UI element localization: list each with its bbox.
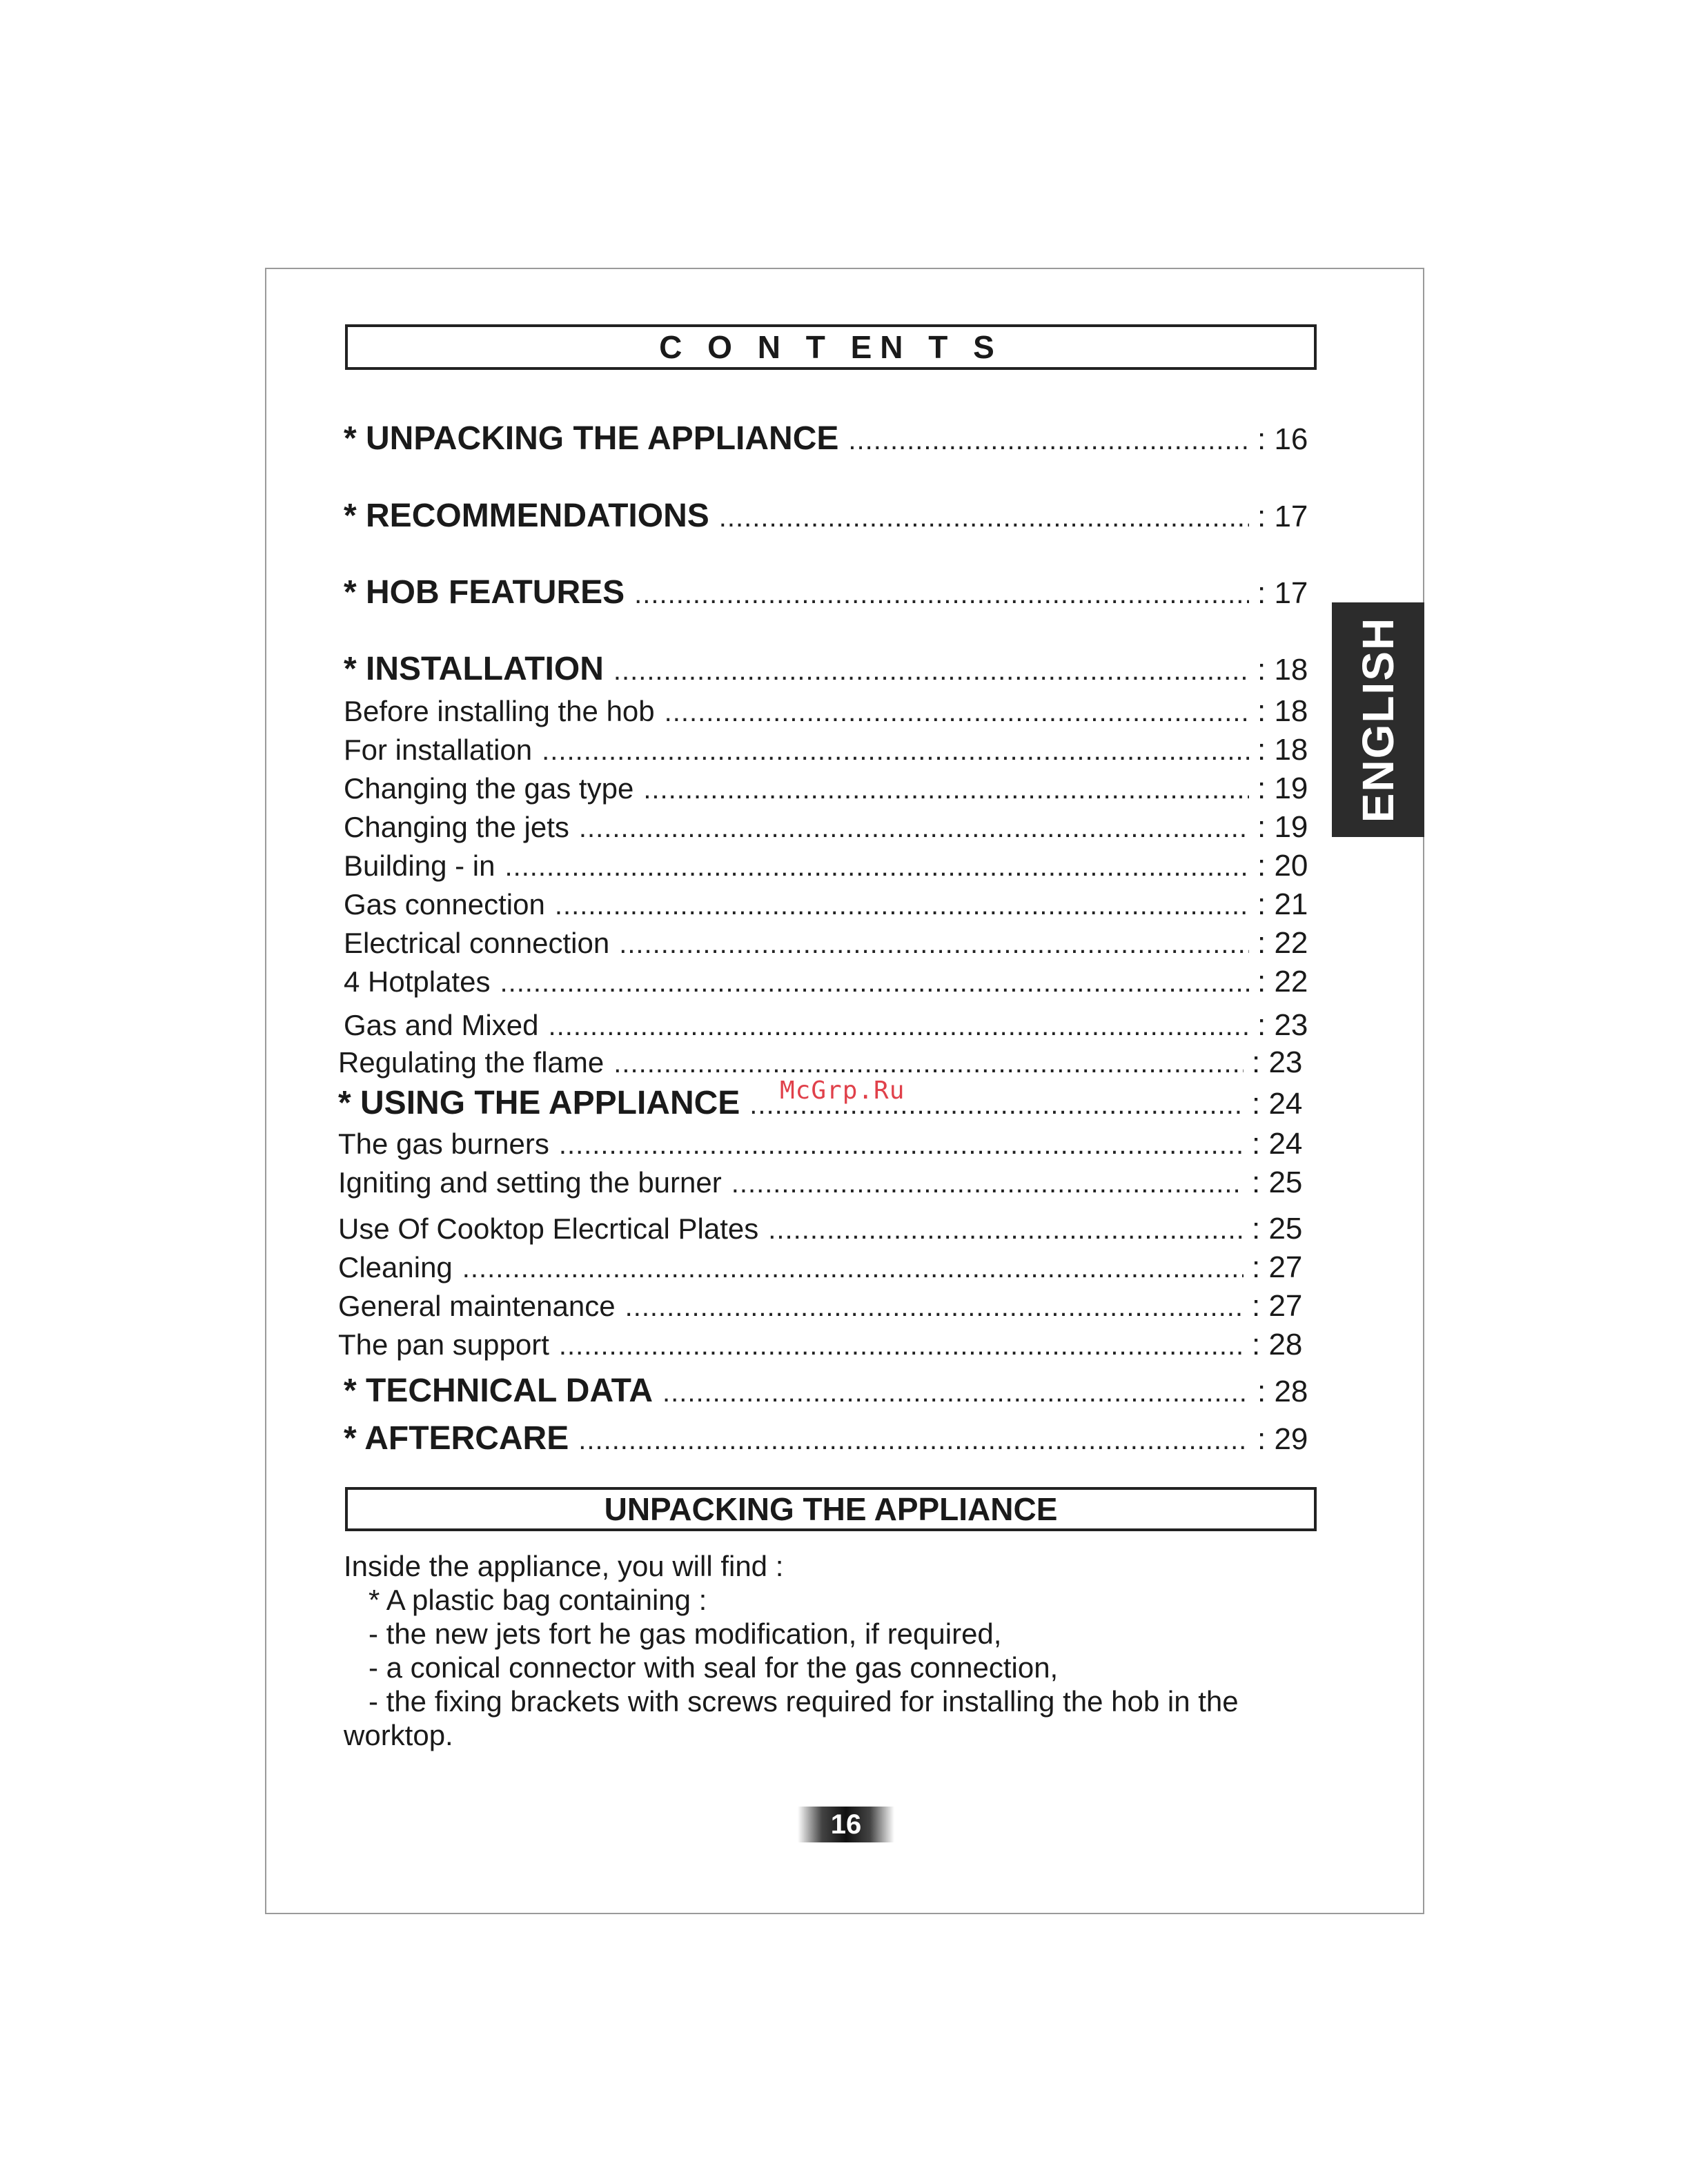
toc-page: : 18: [1257, 694, 1308, 728]
toc-leader: [555, 890, 1249, 921]
toc-page: : 25: [1252, 1212, 1303, 1246]
toc-leader: [579, 813, 1249, 844]
toc-page: : 27: [1252, 1289, 1303, 1323]
toc-page: : 18: [1257, 733, 1308, 767]
toc-entry-cleaning[interactable]: [338, 1250, 1310, 1285]
toc-entry-regulating-flame[interactable]: [338, 1045, 1310, 1080]
toc-leader: [731, 1168, 1244, 1199]
toc-entry-electrical-connection[interactable]: [344, 926, 1315, 961]
toc-leader: [462, 1253, 1244, 1284]
body-line: * A plastic bag containing :: [369, 1584, 707, 1616]
toc-page: : 16: [1257, 422, 1308, 456]
toc-page: : 23: [1257, 1008, 1308, 1042]
toc-page: : 25: [1252, 1165, 1303, 1199]
body-line: - the fixing brackets with screws required for installing the hob in the: [369, 1685, 1239, 1718]
language-tab[interactable]: [1332, 602, 1424, 837]
toc-entry-building-in[interactable]: [344, 849, 1315, 883]
toc-label: General maintenance: [338, 1290, 616, 1322]
toc-page: : 19: [1257, 771, 1308, 805]
toc-label: The gas burners: [338, 1128, 549, 1160]
toc-leader: [500, 967, 1249, 998]
toc-label: Regulating the flame: [338, 1046, 605, 1079]
toc-label: Changing the jets: [344, 811, 569, 843]
toc-leader: [542, 736, 1249, 767]
toc-entry-unpacking[interactable]: [344, 420, 1315, 458]
toc-entry-installation[interactable]: [344, 650, 1315, 688]
body-line: - the new jets fort he gas modification, if required,: [369, 1617, 1002, 1650]
toc-label: Changing the gas type: [344, 772, 634, 805]
toc-label: Gas and Mixed: [344, 1009, 539, 1041]
toc-leader: [559, 1330, 1244, 1361]
toc-page: : 22: [1257, 965, 1308, 998]
toc-page: : 27: [1252, 1250, 1303, 1284]
toc-entry-changing-gas-type[interactable]: [344, 771, 1315, 806]
toc-leader: [768, 1214, 1244, 1246]
toc-entry-pan-support[interactable]: [338, 1328, 1310, 1362]
section-body: [344, 1549, 1324, 1752]
toc-leader: [578, 1425, 1249, 1456]
toc-entry-before-installing[interactable]: [344, 694, 1315, 729]
toc-entry-aftercare[interactable]: [344, 1419, 1315, 1457]
toc-page: : 21: [1257, 887, 1308, 921]
toc-label: Before installing the hob: [344, 695, 655, 727]
toc-label: Use Of Cooktop Elecrtical Plates: [338, 1212, 759, 1245]
toc-page: : 28: [1257, 1375, 1308, 1408]
toc-leader: [504, 852, 1249, 883]
toc-leader: [643, 774, 1249, 805]
toc-page: : 24: [1252, 1087, 1303, 1121]
toc-entry-changing-jets[interactable]: [344, 810, 1315, 845]
section-header: [345, 1487, 1317, 1531]
toc-label: The pan support: [338, 1328, 549, 1361]
toc-label: Cleaning: [338, 1251, 453, 1283]
body-line: Inside the appliance, you will find :: [344, 1550, 784, 1582]
toc-leader: [662, 1377, 1249, 1408]
toc-entry-for-installation[interactable]: [344, 733, 1315, 767]
toc-entry-hob-features[interactable]: [344, 573, 1315, 611]
body-line: worktop.: [344, 1719, 453, 1751]
toc-entry-gas-burners[interactable]: [338, 1127, 1310, 1161]
body-line: - a conical connector with seal for the gas connection,: [369, 1651, 1059, 1684]
toc-leader: [613, 656, 1249, 687]
toc-page: : 20: [1257, 849, 1308, 883]
toc-page: : 24: [1252, 1127, 1303, 1161]
toc-entry-general-maintenance[interactable]: [338, 1289, 1310, 1324]
toc-leader: [665, 697, 1249, 728]
toc-page: : 28: [1252, 1328, 1303, 1361]
toc-label: Gas connection: [344, 888, 545, 921]
toc-label: For installation: [344, 734, 533, 766]
toc-entry-gas-connection[interactable]: [344, 887, 1315, 922]
watermark: McGrp.Ru: [780, 1076, 905, 1105]
toc-page: : 17: [1257, 576, 1308, 610]
toc-leader: [625, 1292, 1244, 1323]
toc-label: * TECHNICAL DATA: [344, 1373, 653, 1409]
toc-entry-electrical-plates[interactable]: [338, 1212, 1310, 1246]
toc-leader: [848, 425, 1249, 456]
toc-entry-igniting-burner[interactable]: [338, 1165, 1310, 1200]
page-number-badge: [798, 1807, 894, 1842]
toc-label: Building - in: [344, 849, 495, 882]
toc-label: * AFTERCARE: [344, 1420, 569, 1457]
page-number: 16: [830, 1809, 862, 1840]
section-title: UNPACKING THE APPLIANCE: [604, 1491, 1058, 1527]
toc-page: : 18: [1257, 653, 1308, 687]
toc-label: Igniting and setting the burner: [338, 1166, 722, 1199]
toc-page: : 19: [1257, 810, 1308, 844]
toc-leader: [548, 1011, 1249, 1042]
toc-label: Electrical connection: [344, 927, 610, 959]
toc-label: 4 Hotplates: [344, 965, 491, 998]
toc-label: * UNPACKING THE APPLIANCE: [344, 420, 839, 457]
toc-page: : 23: [1252, 1045, 1303, 1079]
toc-entry-gas-and-mixed[interactable]: [344, 1008, 1315, 1043]
toc-page: : 22: [1257, 926, 1308, 960]
toc-page: : 17: [1257, 500, 1308, 533]
language-tab-label: ENGLISH: [1353, 616, 1403, 823]
toc-leader: [559, 1130, 1244, 1161]
toc-page: : 29: [1257, 1422, 1308, 1456]
toc-leader: [613, 1048, 1244, 1079]
contents-title: C O N T EN T S: [659, 329, 1003, 365]
contents-header: [345, 324, 1317, 370]
toc-leader: [634, 579, 1249, 610]
toc-label: * USING THE APPLIANCE: [338, 1085, 740, 1121]
toc-label: * RECOMMENDATIONS: [344, 498, 709, 534]
toc-leader: [619, 929, 1249, 960]
toc-leader: [719, 502, 1249, 533]
toc-entry-technical-data[interactable]: [344, 1372, 1315, 1410]
toc-entry-hotplates[interactable]: [344, 965, 1315, 999]
toc-label: * INSTALLATION: [344, 651, 604, 687]
toc-entry-recommendations[interactable]: [344, 497, 1315, 535]
toc-label: * HOB FEATURES: [344, 574, 625, 611]
